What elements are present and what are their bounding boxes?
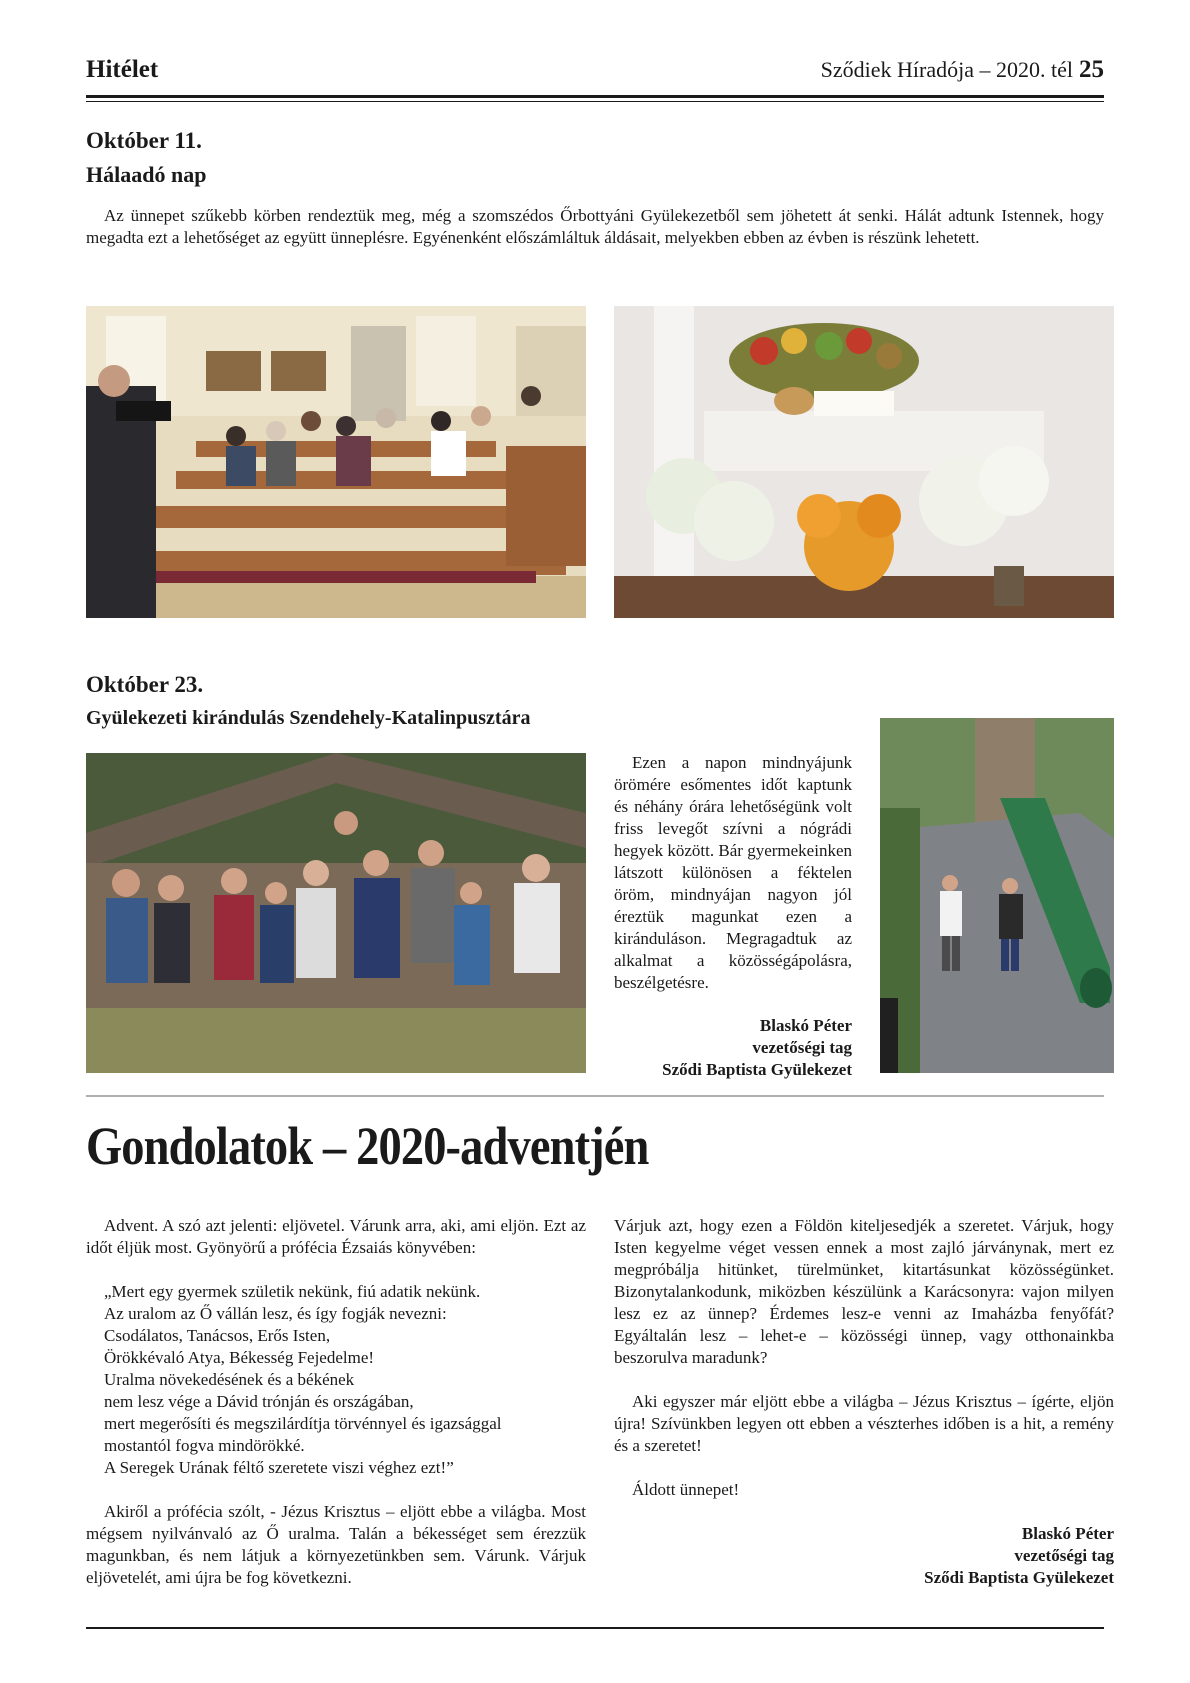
poem-line: Csodálatos, Tanácsos, Erős Isten, [104, 1326, 331, 1345]
article3-title: Gondolatok – 2020-adventjén [86, 1116, 649, 1176]
section-title: Hitélet [86, 56, 159, 83]
signature-role: vezetőségi tag [1014, 1546, 1114, 1565]
church-interior-photo [86, 306, 586, 618]
poem-line: A Seregek Urának féltő szeretete viszi véghez ezt!” [104, 1458, 454, 1477]
header-rule-thin [86, 101, 1104, 102]
article2-text: Ezen a napon mindnyájunk örömére esőmentes időt kaptunk és néhány órára lehetőségünk volt friss levegőt szívni a nógrádi hegyek között. Bár gyermekeinken látszott különösen a féktelen öröm, mindnyájan nagyon jól éreztük magunkat ezen a kiránduláson. Megragadtuk az alkalmat a közösségápolásra, beszélgetésre. [614, 753, 852, 992]
article3-signature [614, 1523, 1114, 1589]
poem-line: nem lesz vége a Dávid trónján és országában, [104, 1392, 414, 1411]
harvest-display-photo [614, 306, 1114, 618]
signature-name: Blaskó Péter [1021, 1524, 1114, 1543]
article3-right-paragraph1: Várjuk azt, hogy ezen a Földön kiteljesedjék a szeretet. Várjuk, hogy Isten kegyelme véget vessen ennek a most zajló járványnak, mert ez megpróbálja hitünket, türelmünket, kitartásunkat közösségünket. Bizonytalankodunk, miközben készülünk a Karácsonyra: vajon milyen lesz ez az ünnep? Érdemes lesz-e venni az Imaházba fenyőfát? Egyáltalán lesz – lehet-e – közösségi ünnep, vagy otthonainkba beszorulva maradunk? [614, 1216, 1114, 1367]
group-excursion-photo [86, 753, 586, 1073]
signature-org: Sződi Baptista Gyülekezet [662, 1060, 852, 1079]
poem-line: mert megerősíti és megszilárdítja törvénnyel és igazsággal [104, 1414, 502, 1433]
publication-header [821, 56, 1104, 84]
header-rule [86, 95, 1104, 98]
article3-closing: Áldott ünnepet! [632, 1480, 740, 1499]
poem-line: Az uralom az Ő vállán lesz, és így fogják nevezni: [104, 1304, 447, 1323]
article3-poem [86, 1281, 586, 1479]
page-number: 25 [1079, 56, 1104, 83]
signature-name: Blaskó Péter [759, 1016, 852, 1035]
footer-rule [86, 1627, 1104, 1629]
article3-intro: Advent. A szó azt jelenti: eljövetel. Várunk arra, aki, ami eljön. Ezt az időt éljük most. Gyönyörű a prófécia Ézsaiás könyvében: [86, 1216, 586, 1257]
article1-title: Hálaadó nap [86, 162, 207, 187]
publication-name: Sződiek Híradója – 2020. tél [820, 57, 1073, 82]
article3-left-column [86, 1215, 586, 1589]
article3-right-column [614, 1215, 1114, 1589]
article3-right-paragraph2: Aki egyszer már eljött ebbe a világba – Jézus Krisztus – ígérte, eljön újra! Szívünkben legyen ott ebben a vészterhes időben is a hit, a remény és a szeretet! [614, 1392, 1114, 1455]
playground-slide-photo [880, 718, 1114, 1073]
article2-date: Október 23. [86, 672, 204, 697]
article1-text: Az ünnepet szűkebb körben rendeztük meg, még a szomszédos Őrbottyáni Gyülekezetből sem jöhetett át senki. Hálát adtunk Istennek, hogy megadta ezt a lehetőséget az együtt ünneplésre. Egyénenként előszámláltuk áldásait, melyekben ebben az évben is részünk lehetett. [86, 206, 1104, 247]
article2-signature [614, 1015, 852, 1081]
poem-line: Uralma növekedésének és a békének [104, 1370, 355, 1389]
section-separator [86, 1095, 1104, 1097]
article2-title: Gyülekezeti kirándulás Szendehely-Katalinpusztára [86, 707, 531, 729]
signature-role: vezetőségi tag [752, 1038, 852, 1057]
poem-line: Örökkévaló Atya, Békesség Fejedelme! [104, 1348, 375, 1367]
poem-line: „Mert egy gyermek születik nekünk, fiú adatik nekünk. [104, 1282, 481, 1301]
article1-date: Október 11. [86, 128, 202, 153]
poem-line: mostantól fogva mindörökké. [104, 1436, 305, 1455]
signature-org: Sződi Baptista Gyülekezet [924, 1568, 1114, 1587]
article3-left-paragraph: Akiről a prófécia szólt, - Jézus Krisztus – eljött ebbe a világba. Most mégsem nyilvánvaló az Ő uralma. Talán a békességet sem érezzük magunkban, és nem látjuk a környezetünkben sem. Várunk. Várjuk eljövetelét, ami újra be fog következni. [86, 1502, 586, 1587]
